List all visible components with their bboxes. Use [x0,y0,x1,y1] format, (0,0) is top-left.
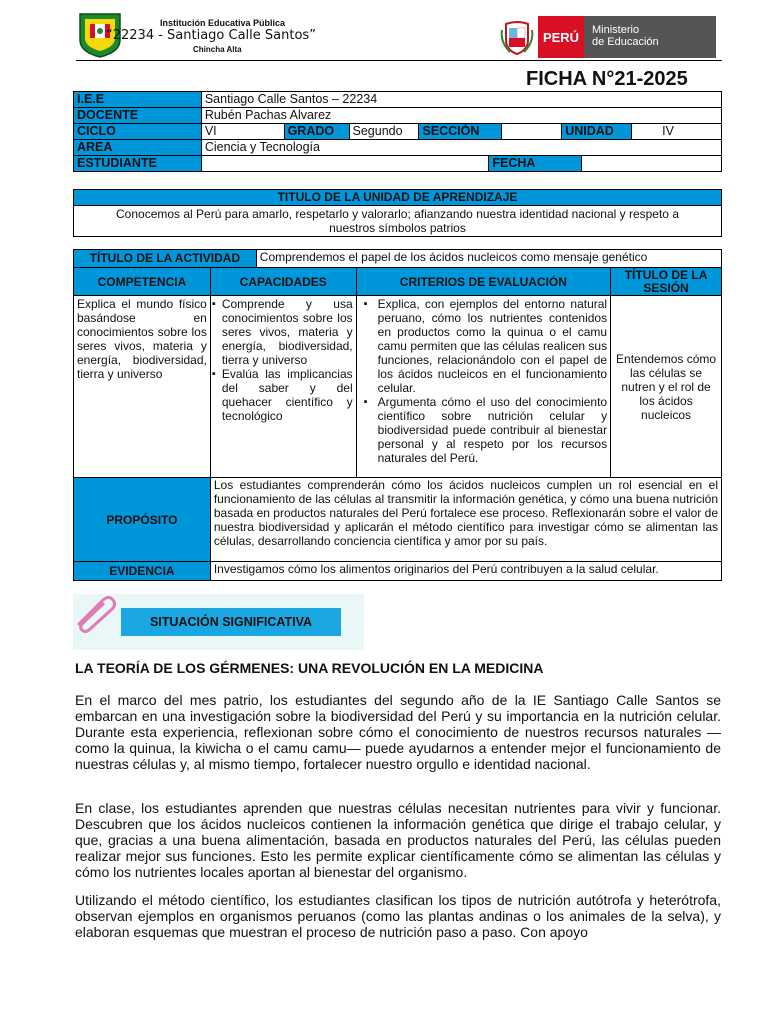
unidad-label: UNIDAD [562,124,632,140]
paperclip-icon [73,594,119,634]
seccion-label: SECCIÓN [419,124,502,140]
peru-label: PERÚ [538,16,584,58]
school-name: “22234 - Santiago Calle Santos” [106,28,316,43]
ministry-of-education-logo [538,16,716,58]
ciclo-label: CICLO [74,124,202,140]
iee-value: Santiago Calle Santos – 22234 [201,92,721,108]
criterios-cell [356,296,610,478]
sesion-header: TÍTULO DE LA SESIÓN [611,268,722,296]
article-paragraph: En el marco del mes patrio, los estudiantes del segundo año de la IE Santiago Calle Santos se embarcan en una investigación sobre la biodiversidad del Perú y su importancia en la nutrición celular. Durante esta experiencia, reflexionan sobre cómo el conocimiento de nuestros recursos naturales —como la quinua, la kiwicha o el camu camu— puede ayudarnos a entender mejor el funcionamiento de nuestras células y, al mismo tiempo, fortalecer nuestro orgullo e identidad nacional. [75,692,721,772]
estudiante-label: ESTUDIANTE [74,156,202,172]
unit-text: Conocemos al Perú para amarlo, respetarlo y valorarlo; afianzando nuestra identidad nacional y respeto a nuestros símbolos patrios [74,206,722,237]
fecha-value[interactable] [582,156,722,172]
area-value: Ciencia y Tecnología [201,140,721,156]
competencia-header: COMPETENCIA [74,268,211,296]
article-paragraph: En clase, los estudiantes aprenden que nuestras células necesitan nutrientes para vivir y funcionar. Descubren que los ácidos nucleicos contienen la información genética que dirige el trabajo celular, y que, gracias a una buena alimentación, basada en productos naturales del Perú, las células pueden realizar mejor sus funciones. Esto les permite explicar científicamente cómo se alimentan las células y cómo los nutrientes locales aportan al bienestar del organismo. [75,800,721,880]
capacidad-item: ▪ Evalúa las implicancias del saber y del quehacer científico y tecnológico [212,367,353,423]
ministry-name [584,16,716,58]
article-paragraph: Utilizando el método científico, los estudiantes clasifican los tipos de nutrición autótrofa y heterótrofa, observan ejemplos en organismos peruanos (como las plantas andinas o los animales de la selva), y elaboran esquemas que muestran el proceso de nutrición paso a paso. Con apoyo [75,892,721,940]
ministry-line-1: Ministerio [592,24,640,36]
article-title: LA TEORÍA DE LOS GÉRMENES: UNA REVOLUCIÓN EN LA MEDICINA [75,660,544,676]
capacidad-item: ▪ Comprende y usa conocimientos sobre los seres vivos, materia y energía, biodiversidad, tierra y universo [212,297,353,367]
ministry-line-2: de Educación [592,36,659,48]
situation-label: SITUACIÓN SIGNIFICATIVA [121,608,341,636]
school-city: Chincha Alta [193,45,242,54]
seccion-value[interactable] [502,124,562,140]
criterios-header: CRITERIOS DE EVALUACIÓN [356,268,610,296]
unit-header: TITULO DE LA UNIDAD DE APRENDIZAJE [74,190,722,206]
ciclo-value: VI [201,124,284,140]
institution-type: Institución Educativa Pública [160,18,286,28]
proposito-label: PROPÓSITO [74,478,211,562]
ficha-title: FICHA N°21-2025 [526,68,688,90]
evidencia-label: EVIDENCIA [74,562,211,581]
grado-label: GRADO [284,124,349,140]
estudiante-value[interactable] [201,156,489,172]
docente-value: Rubén Pachas Alvarez [201,108,721,124]
unidad-value: IV [632,124,722,140]
evidencia-text: Investigamos cómo los alimentos originarios del Perú contribuyen a la salud celular. [210,562,721,581]
student-info-table [73,91,722,172]
unit-title-table [73,189,722,237]
header-divider [76,60,722,61]
activity-table [73,249,722,581]
capacidades-cell [210,296,356,478]
proposito-text: Los estudiantes comprenderán cómo los ácidos nucleicos cumplen un rol esencial en el funcionamiento de las células al transmitir la información genética, y cómo una buena nutrición basada en productos naturales del Perú fortalece ese proceso. Reflexionarán sobre el valor de nuestra biodiversidad y aplicarán el método científico para investigar cómo se alimentan las células, desarrollando conciencia científica y amor por su país. [210,478,721,562]
grado-value: Segundo [349,124,419,140]
fecha-label: FECHA [489,156,582,172]
criterio-item: ▪ Explica, con ejemplos del entorno natural peruano, cómo los nutrientes contenidos en productos como la quinua o el camu camu permiten que las células realicen sus funciones, relacionándolo con el papel de los ácidos nucleicos en el funcionamiento celular. [364,297,607,395]
peru-coat-of-arms-icon [500,20,534,56]
activity-title-value: Comprendemos el papel de los ácidos nucleicos como mensaje genético [256,250,721,268]
docente-label: DOCENTE [74,108,202,124]
activity-title-label: TÍTULO DE LA ACTIVIDAD [74,250,257,268]
criterio-item: ▪ Argumenta cómo el uso del conocimiento científico sobre nutrición celular y biodiversidad puede contribuir al bienestar personal y al respeto por los recursos naturales del Perú. [364,395,607,465]
sesion-text: Entendemos cómo las células se nutren y el rol de los ácidos nucleicos [611,296,722,478]
capacidades-header: CAPACIDADES [210,268,356,296]
area-label: AREA [74,140,202,156]
competencia-text: Explica el mundo físico basándose en conocimientos sobre los seres vivos, materia y energía, biodiversidad, tierra y universo [74,296,211,478]
iee-label: I.E.E [74,92,202,108]
